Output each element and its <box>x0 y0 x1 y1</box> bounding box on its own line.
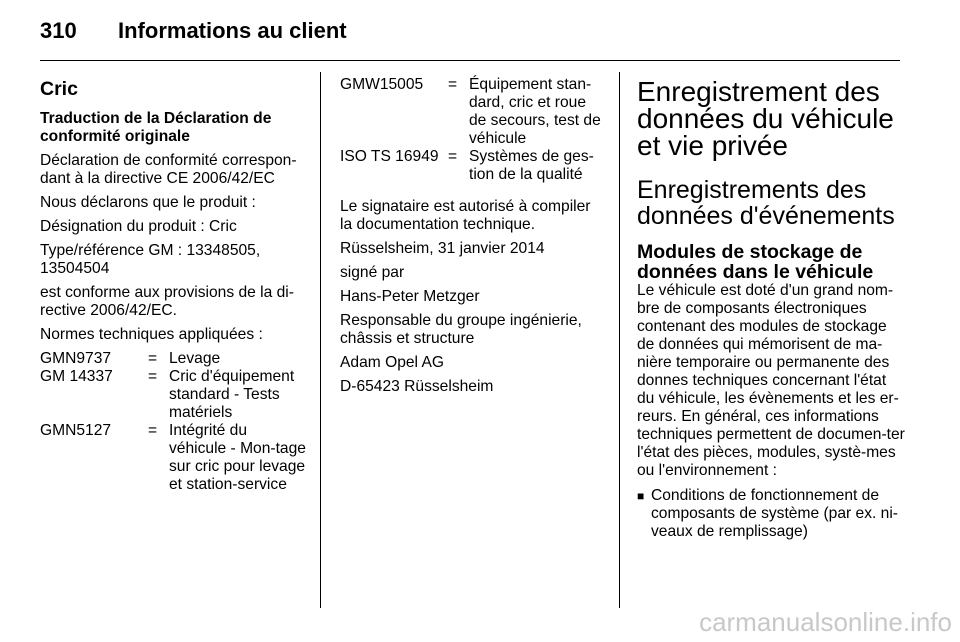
bullet-square-icon: ■ <box>637 489 645 503</box>
declaration-subheading: Traduction de la Déclaration de conformité originale <box>40 110 272 145</box>
paragraph: Rüsselsheim, 31 janvier 2014 <box>340 240 545 257</box>
norm-description: Cric d'équipement standard - Tests matériels <box>169 368 295 421</box>
norm-equals: = <box>448 148 458 165</box>
norm-code: ISO TS 16949 <box>340 148 439 165</box>
norm-code: GMW15005 <box>340 76 424 93</box>
norm-row <box>40 368 306 422</box>
norm-description: Levage <box>169 350 221 367</box>
norm-equals: = <box>148 350 158 367</box>
subsection-heading: Modules de stockage de données dans le véhicule <box>637 241 874 283</box>
paragraph: est conforme aux provisions de la di-rective 2006/42/EC. <box>40 284 294 319</box>
column-divider-1 <box>320 72 321 608</box>
page-number: 310 <box>40 18 77 43</box>
norm-code: GM 14337 <box>40 368 113 385</box>
norm-equals: = <box>448 76 458 93</box>
column-1 <box>40 78 306 494</box>
column-divider-2 <box>619 72 620 608</box>
norm-description: Intégrité du véhicule - Mon-tage sur cric pour levage et station-service <box>169 422 306 493</box>
column-3 <box>637 78 905 541</box>
norm-row <box>40 422 306 494</box>
paragraph: Nous déclarons que le produit : <box>40 194 256 211</box>
norm-equals: = <box>148 368 158 385</box>
paragraph: Désignation du produit : Cric <box>40 218 237 235</box>
paragraph: D-65423 Rüsselsheim <box>340 378 494 395</box>
norm-row <box>40 350 306 368</box>
norm-code: GMN5127 <box>40 422 112 439</box>
paragraph: Déclaration de conformité correspon-dant à la directive CE 2006/42/EC <box>40 152 297 187</box>
page-header-title: Informations au client <box>118 18 347 43</box>
norm-description: Équipement stan-dard, cric et roue de secours, test de véhicule <box>469 76 601 147</box>
chapter-heading: Enregistrement des données du véhicule et vie privée <box>637 76 894 161</box>
paragraph: Type/référence GM : 13348505, 13504504 <box>40 242 261 277</box>
paragraph: Adam Opel AG <box>340 354 445 371</box>
paragraph: Hans-Peter Metzger <box>340 288 480 305</box>
norm-row <box>340 148 606 184</box>
section-heading: Enregistrements des données d'événements <box>637 176 895 230</box>
norm-code: GMN9737 <box>40 350 112 367</box>
norm-row <box>340 76 606 148</box>
norm-equals: = <box>148 422 158 439</box>
section-heading-cric: Cric <box>40 78 78 100</box>
paragraph: Responsable du groupe ingénierie, châssis et structure <box>340 312 582 347</box>
header-rule <box>40 60 900 61</box>
paragraph: signé par <box>340 264 405 281</box>
body-paragraph: Le véhicule est doté d'un grand nom-bre de composants électroniques contenant des modules de stockage de données qui mémorisent de ma-nière temporaire ou permanente des donnes techniques concernant l'état du véhicule, les évènements et les er-reurs. En général, ces informations techniques permettent de documen-ter l'état des pièces, modules, systè-mes ou l'environnement : <box>637 282 905 479</box>
paragraph: Le signataire est autorisé à compiler la documentation technique. <box>340 198 591 233</box>
column-2 <box>340 76 606 402</box>
paragraph: Normes techniques appliquées : <box>40 326 263 343</box>
norm-description: Systèmes de ges-tion de la qualité <box>469 148 594 183</box>
norms-table-continued <box>340 76 606 184</box>
bullet-item <box>637 487 905 541</box>
norms-table <box>40 350 306 494</box>
bullet-text: Conditions de fonctionnement de composants de système (par ex. ni-veaux de remplissage) <box>651 487 899 540</box>
watermark: carmanualsonline.info <box>699 607 952 637</box>
